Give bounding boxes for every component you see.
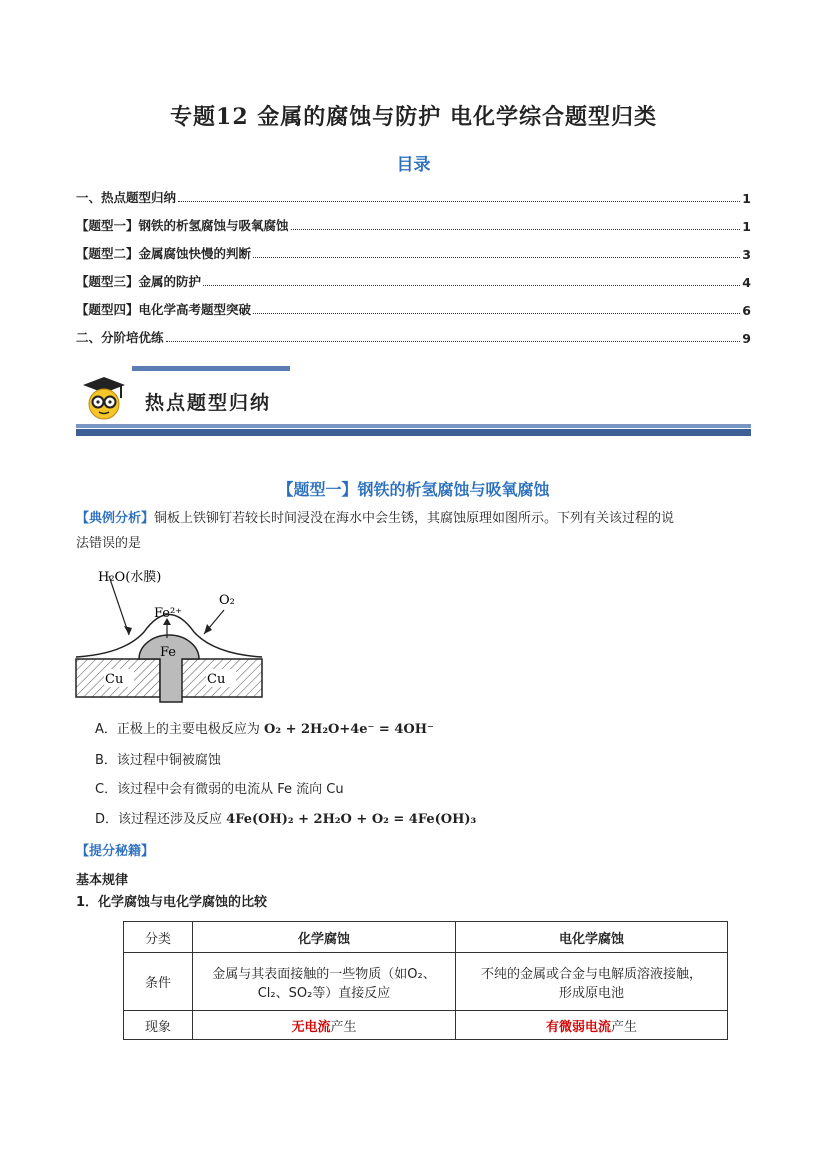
option-a-text: A．正极上的主要电极反应为 (95, 722, 265, 737)
h2o-label: H₂O(水膜) (98, 570, 162, 585)
option-d-text: D．该过程还涉及反应 (95, 812, 227, 827)
cu-right-label: Cu (207, 672, 226, 687)
cu-left-label: Cu (105, 672, 124, 687)
toc-item-page: 3 (742, 247, 751, 262)
option-d-formula: 4Fe(OH)₂ + 2H₂O + O₂ = 4Fe(OH)₃ (226, 812, 477, 827)
table-header: 化学腐蚀 (193, 922, 456, 953)
banner-accent (132, 366, 290, 371)
toc-item-page: 1 (742, 191, 751, 206)
example-question (76, 506, 751, 556)
table-cell: 条件 (124, 953, 193, 1011)
comparison-table (123, 921, 728, 1040)
option-b-text: B．该过程中铜被腐蚀 (95, 753, 221, 768)
option-d[interactable] (95, 808, 476, 827)
toc-item-label: 二、分阶培优练 (76, 330, 164, 345)
toc-leader (166, 341, 741, 342)
section-title: 【题型一】钢铁的析氢腐蚀与吸氧腐蚀 (277, 480, 550, 499)
table-header: 电化学腐蚀 (456, 922, 728, 953)
fe2-label: Fe²⁺ (154, 606, 183, 621)
option-b[interactable] (95, 749, 221, 768)
option-a-formula: O₂ + 2H₂O+4e⁻ = 4OH⁻ (264, 722, 434, 737)
toc-leader (291, 229, 741, 230)
toc-item[interactable] (76, 326, 751, 346)
scholar-mascot-icon (80, 374, 128, 420)
toc-leader (203, 285, 740, 286)
toc-item-label: 【题型一】钢铁的析氢腐蚀与吸氧腐蚀 (76, 218, 289, 233)
table-cell: 不纯的金属或合金与电解质溶液接触， 形成原电池 (456, 953, 728, 1011)
table-header: 分类 (124, 922, 193, 953)
toc-item[interactable] (76, 214, 751, 234)
toc-item[interactable] (76, 298, 751, 318)
tips-tag: 【提分秘籍】 (76, 844, 155, 859)
table-cell: 金属与其表面接触的一些物质（如O₂、 Cl₂、SO₂等）直接反应 (193, 953, 456, 1011)
toc-leader (253, 257, 740, 258)
example-tag: 【典例分析】 (76, 511, 155, 526)
banner-title: 热点题型归纳 (145, 392, 272, 414)
table-cell: 有微弱电流产生 (456, 1011, 728, 1040)
table-cell: 无电流产生 (193, 1011, 456, 1040)
example-text-2: 法错误的是 (76, 536, 142, 551)
toc-item-page: 1 (742, 219, 751, 234)
example-text-1: 铜板上铁铆钉若较长时间浸没在海水中会生锈，其腐蚀原理如图所示。下列有关该过程的说 (154, 511, 675, 526)
toc-item-page: 6 (742, 303, 751, 318)
fe-label: Fe (160, 645, 177, 660)
table-header-row (124, 922, 728, 953)
banner-rule (76, 424, 751, 428)
toc-leader (178, 201, 740, 202)
toc-heading: 目录 (396, 155, 431, 175)
toc-item-page: 4 (742, 275, 751, 290)
toc-item[interactable] (76, 186, 751, 206)
toc-leader (253, 313, 740, 314)
toc-item-label: 一、热点题型归纳 (76, 190, 177, 205)
table-cell: 现象 (124, 1011, 193, 1040)
banner-rule-thick (76, 429, 751, 436)
o2-label: O₂ (219, 593, 235, 608)
corrosion-diagram (74, 562, 266, 710)
toc-item[interactable] (76, 270, 751, 290)
option-a[interactable] (95, 718, 434, 737)
basic-rule-heading: 基本规律 (76, 873, 129, 888)
toc-item[interactable] (76, 242, 751, 262)
page-title: 专题12 金属的腐蚀与防护 电化学综合题型归类 (170, 104, 657, 130)
option-c-text: C．该过程中会有微弱的电流从 Fe 流向 Cu (95, 782, 344, 797)
table-row (124, 1011, 728, 1040)
compare-heading: 1．化学腐蚀与电化学腐蚀的比较 (76, 895, 268, 910)
toc-item-label: 【题型二】金属腐蚀快慢的判断 (76, 246, 252, 261)
toc-item-page: 9 (742, 331, 751, 346)
toc-item-label: 【题型三】金属的防护 (76, 274, 202, 289)
table-row (124, 953, 728, 1011)
option-c[interactable] (95, 778, 344, 797)
toc-item-label: 【题型四】电化学高考题型突破 (76, 302, 252, 317)
